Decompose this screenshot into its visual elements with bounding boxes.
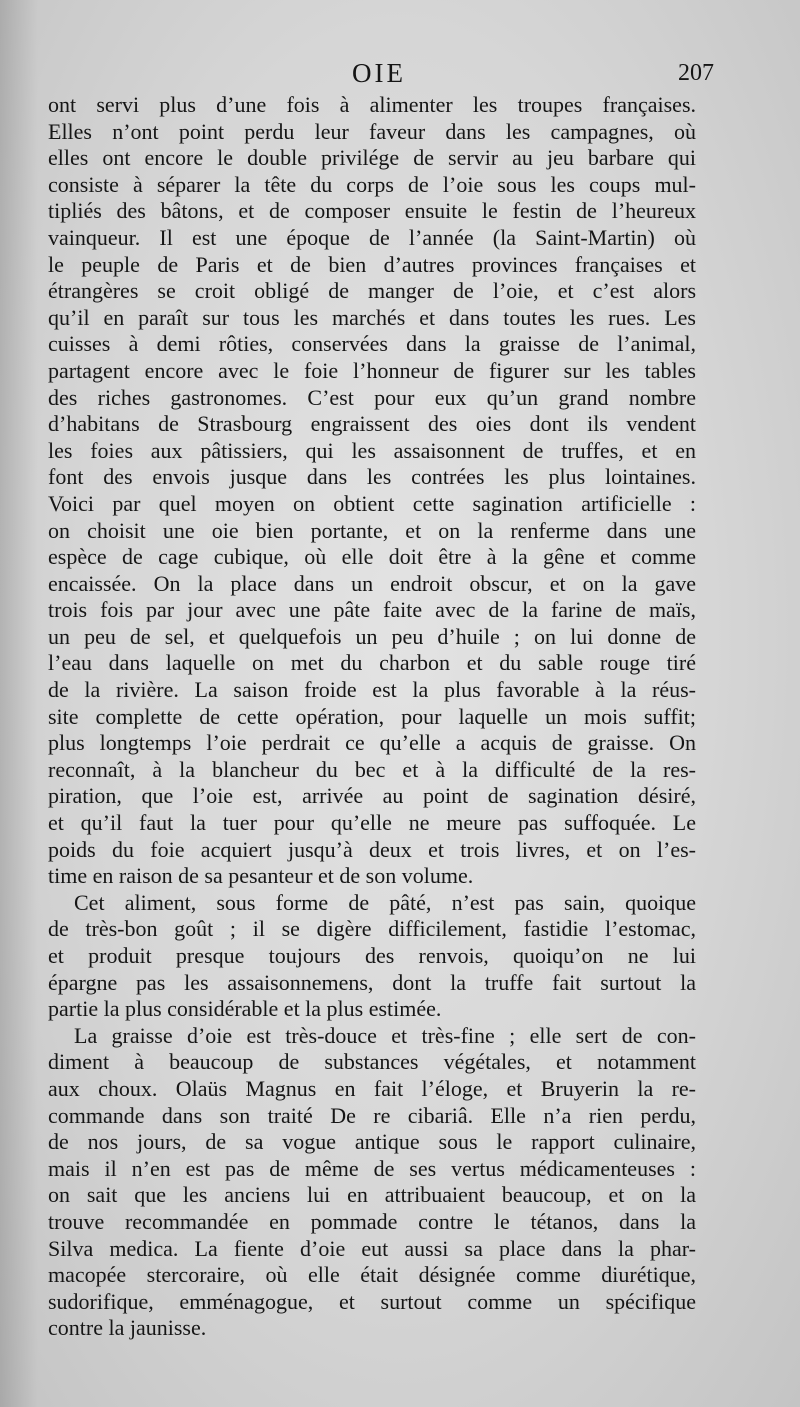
text-line: et produit presque toujours des renvois, quoiqu’on ne lui [48, 943, 696, 968]
text-line: partie la plus considérable et la plus estimée. [48, 996, 442, 1022]
page-number: 207 [678, 60, 714, 86]
text-line: macopée stercoraire, où elle était désignée comme diurétique, [48, 1262, 696, 1288]
body-text [48, 92, 696, 1342]
text-line: et qu’il faut la tuer pour qu’elle ne meure pas suffoquée. Le [48, 810, 696, 836]
text-line: piration, que l’oie est, arrivée au point de sagination désiré, [48, 783, 696, 809]
text-line: font des envois jusque dans les contrées les plus lointaines. [48, 464, 696, 490]
text-line: de la rivière. La saison froide est la plus favorable à la réus- [48, 677, 696, 703]
running-head: OIE [352, 58, 406, 88]
gutter-shadow [0, 0, 38, 1407]
text-line: de très-bon goût ; il se digère difficilement, fastidie l’estomac, [48, 916, 696, 942]
text-line: trois fois par jour avec une pâte faite avec de la farine de maïs, [48, 597, 696, 623]
text-line: on sait que les anciens lui en attribuaient beaucoup, et on la [48, 1182, 696, 1208]
text-line: Elles n’ont point perdu leur faveur dans les campagnes, où [48, 118, 696, 144]
page-header [44, 58, 714, 92]
text-line: diment à beaucoup de substances végétales, et notamment [48, 1049, 696, 1075]
text-line: reconnaît, à la blancheur du bec et à la difficulté de la res- [48, 756, 696, 782]
text-line: encaissée. On la place dans un endroit obscur, et on la gave [48, 570, 696, 596]
text-line: trouve recommandée en pommade contre le tétanos, dans la [48, 1208, 696, 1234]
text-line: Cet aliment, sous forme de pâté, n’est pas sain, quoique [74, 889, 696, 915]
text-line: Voici par quel moyen on obtient cette sagination artificielle : [48, 490, 696, 516]
text-line: l’eau dans laquelle on met du charbon et du sable rouge tiré [48, 650, 696, 676]
text-line: des riches gastronomes. C’est pour eux qu’un grand nombre [48, 384, 696, 410]
text-line: espèce de cage cubique, où elle doit être à la gêne et comme [48, 544, 696, 570]
text-line: mais il n’en est pas de même de ses vertus médicamenteuses : [48, 1155, 696, 1181]
text-line: épargne pas les assaisonnemens, dont la truffe fait surtout la [48, 969, 696, 995]
text-line: commande dans son traité De re cibariâ. Elle n’a rien perdu, [48, 1102, 696, 1128]
text-line: Silva medica. La fiente d’oie eut aussi sa place dans la phar- [48, 1235, 696, 1261]
text-line: ont servi plus d’une fois à alimenter les troupes françaises. [48, 92, 696, 117]
text-line: sudorifique, emménagogue, et surtout comme un spécifique [48, 1288, 696, 1314]
text-line: le peuple de Paris et de bien d’autres provinces françaises et [48, 251, 696, 277]
text-line: aux choux. Olaüs Magnus en fait l’éloge, et Bruyerin la re- [48, 1075, 696, 1101]
text-line: La graisse d’oie est très-douce et très-fine ; elle sert de con- [74, 1022, 696, 1048]
text-line: plus longtemps l’oie perdrait ce qu’elle a acquis de graisse. On [48, 730, 696, 756]
text-line: étrangères se croit obligé de manger de l’oie, et c’est alors [48, 278, 696, 304]
text-line: on choisit une oie bien portante, et on la renferme dans une [48, 517, 696, 543]
text-line: les foies aux pâtissiers, qui les assaisonnent de truffes, et en [48, 437, 696, 463]
text-line: site complette de cette opération, pour laquelle un mois suffit; [48, 703, 696, 729]
text-line: elles ont encore le double privilége de servir au jeu barbare qui [48, 145, 696, 171]
text-line: contre la jaunisse. [48, 1315, 207, 1341]
text-line: de nos jours, de sa vogue antique sous le rapport culinaire, [48, 1129, 696, 1155]
text-line: qu’il en paraît sur tous les marchés et dans toutes les rues. Les [48, 304, 696, 330]
text-line: tipliés des bâtons, et de composer ensuite le festin de l’heureux [48, 198, 696, 224]
text-line: un peu de sel, et quelquefois un peu d’huile ; on lui donne de [48, 623, 696, 649]
text-line: partagent encore avec le foie l’honneur de figurer sur les tables [48, 357, 696, 383]
text-line: time en raison de sa pesanteur et de son volume. [48, 863, 474, 889]
text-line: d’habitans de Strasbourg engraissent des oies dont ils vendent [48, 411, 696, 437]
text-line: consiste à séparer la tête du corps de l’oie sous les coups mul- [48, 171, 696, 197]
text-line: cuisses à demi rôties, conservées dans la graisse de l’animal, [48, 331, 696, 357]
text-line: poids du foie acquiert jusqu’à deux et trois livres, et on l’es- [48, 836, 696, 862]
text-line: vainqueur. Il est une époque de l’année (la Saint-Martin) où [48, 224, 696, 250]
